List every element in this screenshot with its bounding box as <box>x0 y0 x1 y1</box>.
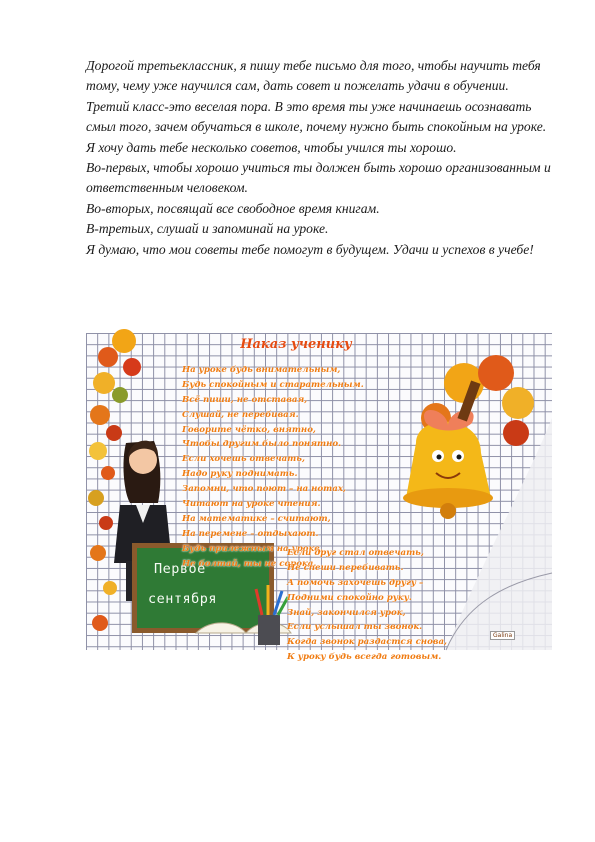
letter-paragraph: Во-вторых, посвящай все свободное время книгам. <box>86 200 380 216</box>
poem-line: Надо руку поднимать. <box>182 469 298 480</box>
poem-line: Если друг стал отвечать, <box>287 548 424 558</box>
poem-line: Не болтай, ты не сорока. <box>182 558 317 569</box>
poem-line: К уроку будь всегда готовым. <box>287 652 442 663</box>
poem-line: На математике – считают, <box>182 513 331 524</box>
poem-title: Наказ ученику <box>240 337 352 352</box>
poem-right <box>287 546 447 665</box>
poem-line: Слушай, не перебивая. <box>182 409 299 420</box>
poem-line: На перемене – отдыхают. <box>182 528 319 539</box>
letter-paragraph: Третий класс-это веселая пора. В это время ты уже начинаешь осознавать смыл того, зачем обучаться в школе, почему нужно быть спокойным на уроке. Я хочу дать тебе несколько советов, чтобы учился ты хорошо. <box>86 98 547 155</box>
poem-left <box>182 363 364 571</box>
poem-line: Всё пиши, не отставая, <box>182 394 308 405</box>
poem-line: Когда звонок раздастся снова, <box>287 637 448 648</box>
school-bell-decoration <box>403 355 534 519</box>
poem-line: Будь прилежным на уроке, <box>182 543 323 554</box>
poem-line: Не спеши перебивать. <box>287 562 404 573</box>
poem-line: Говорите чётко, внятно, <box>182 424 316 435</box>
poem-line: Чтобы другим было понятно. <box>182 439 342 450</box>
poem-line: А помочь захочешь другу – <box>287 577 424 588</box>
poem-line: Запомни, что поют – на нотах, <box>182 484 346 495</box>
letter-paragraph: В-третьих, слушай и запоминай на уроке. <box>86 221 329 237</box>
school-poster <box>86 333 552 663</box>
chalkboard-line2: сентября <box>148 591 218 607</box>
poem-line: Знай, закончился урок, <box>287 607 406 618</box>
poem-line: На уроке будь внимательным, <box>182 365 341 375</box>
chalkboard-line1: Первое <box>154 561 206 577</box>
letter-paragraph: Я думаю, что мои советы тебе помогут в будущем. Удачи и успехов в учебе! <box>86 241 534 257</box>
artist-credit: Galina <box>490 631 515 640</box>
poem-line: Подними спокойно руку. <box>287 592 412 603</box>
letter-text <box>86 56 556 260</box>
poem-line: Будь спокойным и старательным. <box>182 379 364 390</box>
poem-line: Если хочешь отвечать, <box>182 454 305 465</box>
poem-line: Читают на уроке чтения. <box>182 499 321 510</box>
letter-paragraph: Дорогой третьеклассник, я пишу тебе письмо для того, чтобы научить тебя тому, чему уже научился сам, дать совет и пожелать удачи в обучении. <box>86 58 541 94</box>
poem-line: Если услышал ты звонок. <box>287 622 423 633</box>
letter-paragraph: Во-первых, чтобы хорошо учиться ты должен быть хорошо организованным и ответственным человеком. <box>86 160 551 196</box>
